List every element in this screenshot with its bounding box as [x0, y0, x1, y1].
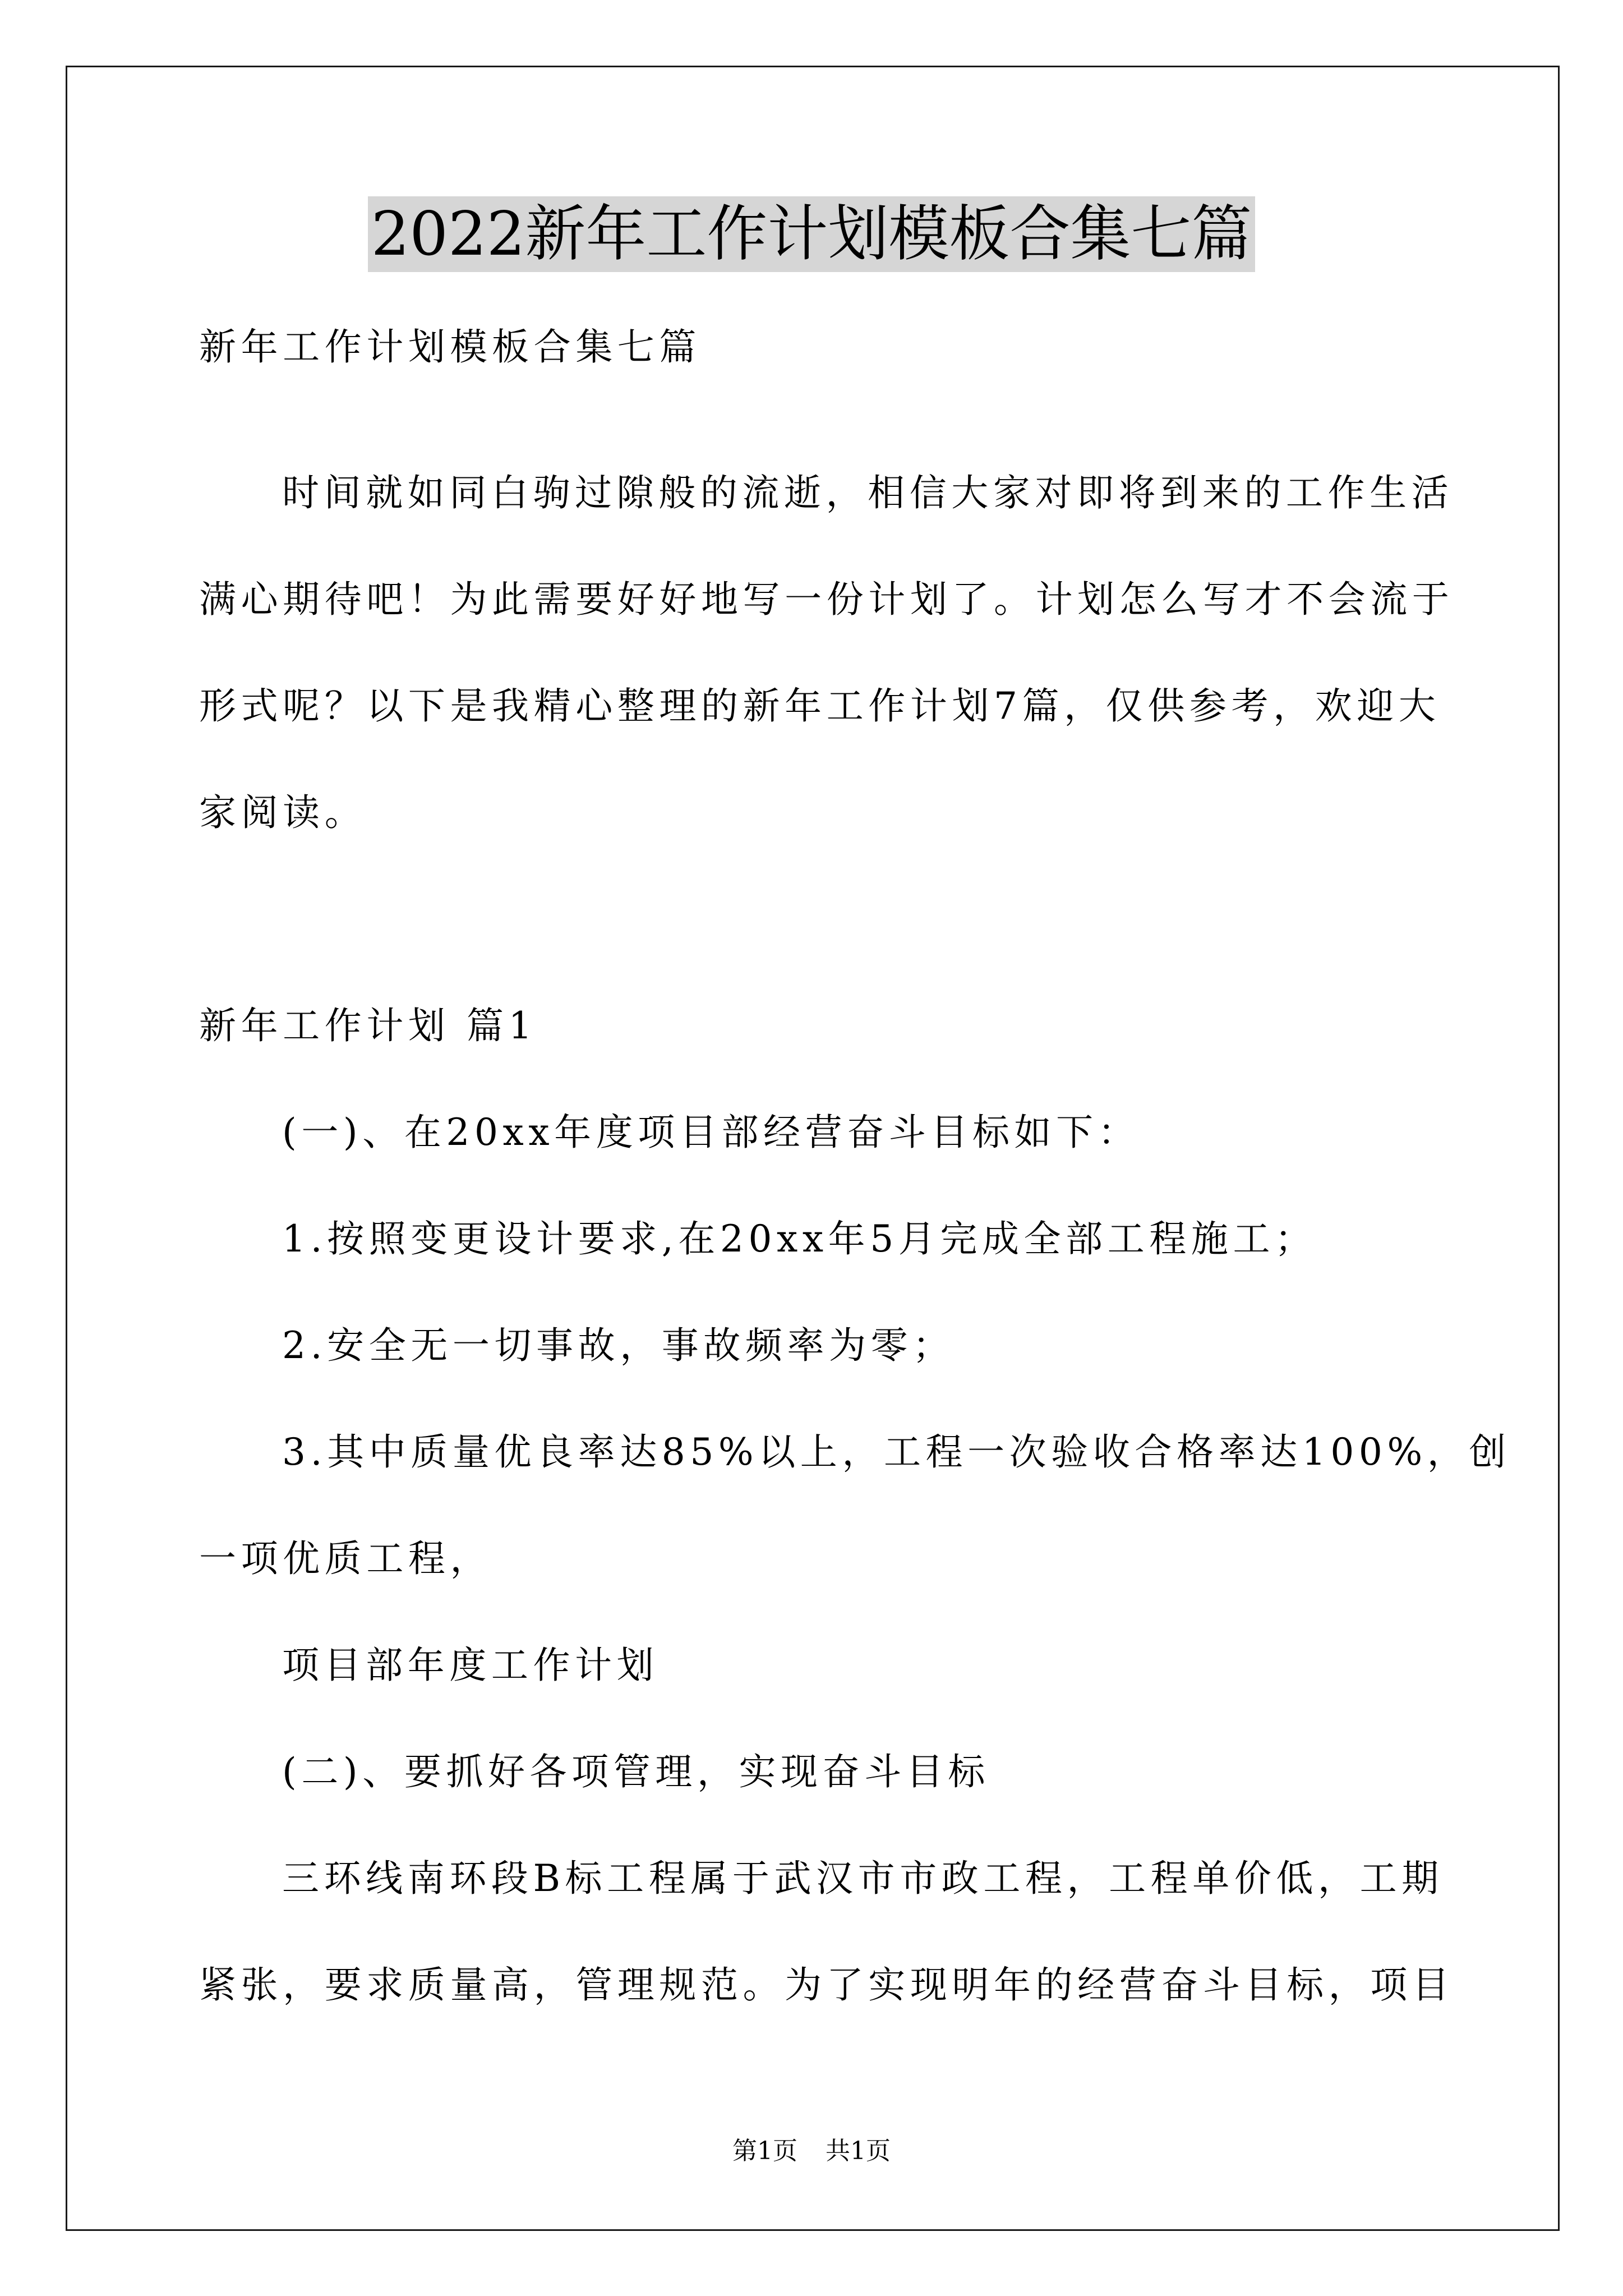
body-line-3: 2.安全无一切事故，事故频率为零； — [282, 1324, 955, 1367]
body-line-1: (一)、在20xx年度项目部经营奋斗目标如下： — [282, 1111, 1140, 1154]
body-line-8: 三环线南环段B标工程属于武汉市市政工程，工程单价低，工期 — [282, 1857, 1444, 1900]
body-line-7: (二)、要抓好各项管理，实现奋斗目标 — [282, 1750, 990, 1793]
intro-line-3: 形式呢？以下是我精心整理的新年工作计划7篇，仅供参考，欢迎大 — [199, 684, 1441, 728]
section-heading: 新年工作计划 篇1 — [199, 1004, 537, 1047]
body-line-4: 3.其中质量优良率达85%以上，工程一次验收合格率达100%，创 — [282, 1430, 1511, 1474]
intro-line-4: 家阅读。 — [199, 791, 367, 834]
intro-line-2: 满心期待吧！为此需要好好地写一份计划了。计划怎么写才不会流于 — [199, 578, 1454, 621]
body-line-9: 紧张，要求质量高，管理规范。为了实现明年的经营奋斗目标，项目 — [199, 1963, 1454, 2007]
subtitle: 新年工作计划模板合集七篇 — [199, 325, 701, 369]
page-number: 第1页 — [732, 2137, 797, 2165]
body-line-2: 1.按照变更设计要求,在20xx年5月完成全部工程施工； — [282, 1217, 1317, 1260]
body-line-6: 项目部年度工作计划 — [282, 1644, 659, 1687]
page-total: 共1页 — [826, 2137, 891, 2165]
title-wrap — [0, 196, 1623, 272]
document-title: 2022新年工作计划模板合集七篇 — [368, 196, 1256, 272]
intro-line-1: 时间就如同白驹过隙般的流逝，相信大家对即将到来的工作生活 — [282, 471, 1454, 514]
body-line-5: 一项优质工程， — [199, 1537, 492, 1580]
page-footer — [0, 2131, 1623, 2166]
